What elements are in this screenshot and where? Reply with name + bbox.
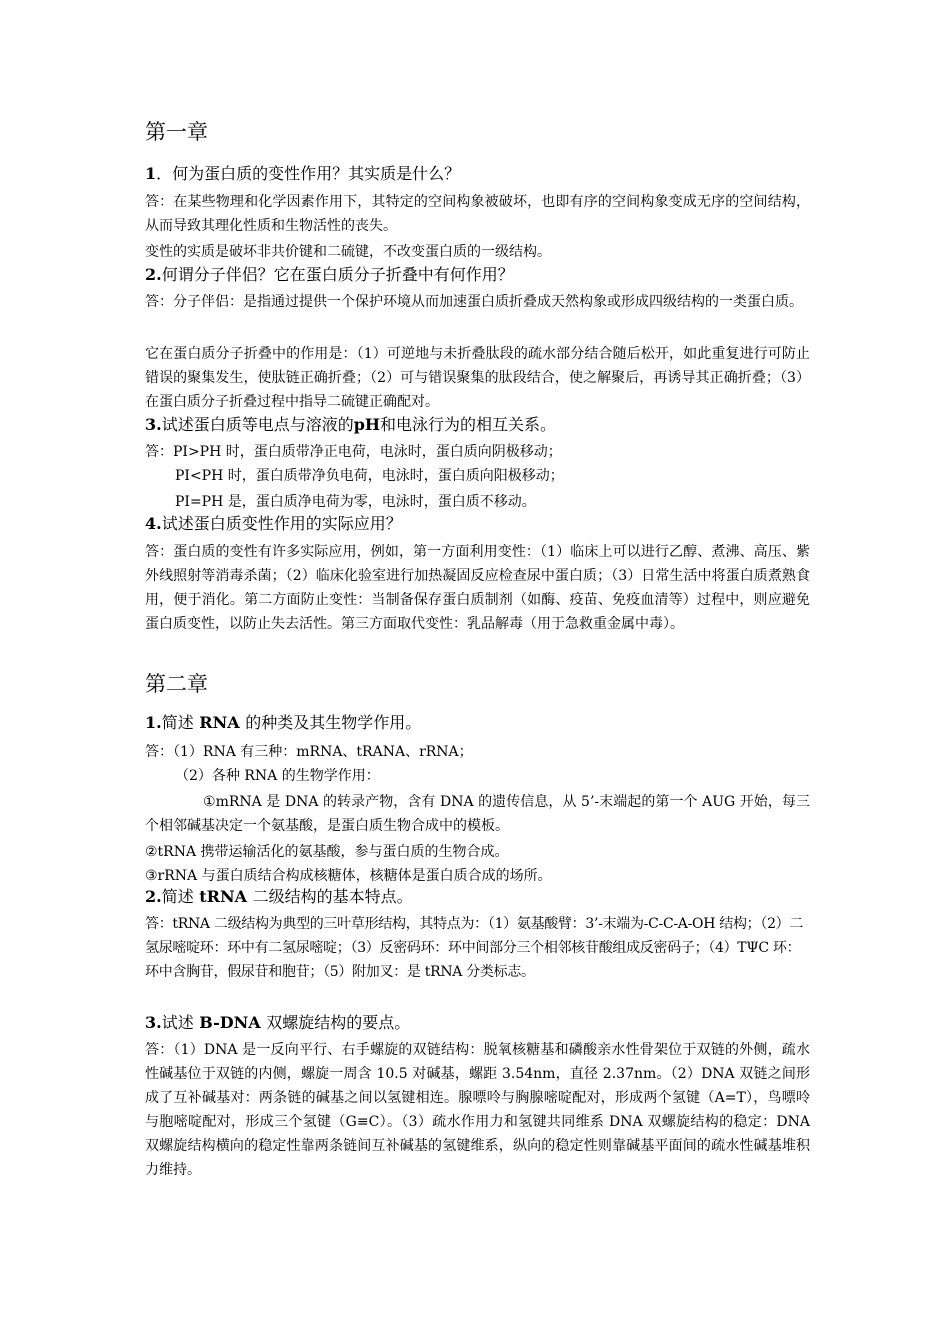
ch2-q1-mrna-note: ①mRNA 是 DNA 的转录产物，含有 DNA 的遗传信息，从 5’-末端起的第一个 AUG 开始，每三个相邻碱基决定一个氨基酸，是蛋白质生物合成中的模板。 [145, 794, 810, 834]
ch2-q1-answer-line-1: 答：（1）RNA 有三种：mRNA、tRANA、rRNA； [145, 744, 473, 760]
ch2-q1-trna-note: ②tRNA 携带运输活化的氨基酸，参与蛋白质的生物合成。 [145, 844, 509, 860]
ch2-q3-answer: 答：（1）DNA 是一反向平行、右手螺旋的双链结构：脱氧核糖基和磷酸亲水性骨架位于双链的外侧，疏水性碱基位于双链的内侧，螺旋一周含 10.5 对碱基，螺距 3.54nm，直径 2.37nm。（2）DNA 双链之间形成了互补碱基对：两条链的碱基之间以氢键相连。腺嘌呤与胸腺嘧啶配对，形成两个氢键（A=T），鸟嘌呤与胞嘧啶配对，形成三个氢键（G≡C）。（3）疏水作用力和氢键共同维系 DNA 双螺旋结构的稳定：DNA 双螺旋结构横向的稳定性靠两条链间互补碱基的氢键维系，纵向的稳定性则靠碱基平面间的疏水性碱基堆积力维持。 [145, 1042, 810, 1178]
chapter-2-title: 第二章 [145, 672, 208, 696]
question-number: 2. [145, 265, 162, 284]
question-text: 简述 [161, 887, 194, 906]
question-number: 1 [145, 164, 157, 183]
ch1-q4-answer: 答：蛋白质的变性有许多实际应用，例如，第一方面利用变性：（1）临床上可以进行乙醇、煮沸、高压、紫外线照射等消毒杀菌；（2）临床化验室进行加热凝固反应检查尿中蛋白质；（3）日常生活中将蛋白质煮熟食用，便于消化。第二方面防止变性：当制备保存蛋白质制剂（如酶、疫苗、免疫血清等）过程中，则应避免蛋白质变性，以防止失去活性。第三方面取代变性：乳品解毒（用于急救重金属中毒）。 [145, 544, 810, 632]
ch1-q2-answer-definition: 答：分子伴侣：是指通过提供一个保护环境从而加速蛋白质折叠成天然构象或形成四级结构的一类蛋白质。 [145, 294, 803, 310]
question-number: 1. [145, 713, 162, 732]
question-text: 试述蛋白质变性作用的实际应用？ [161, 514, 402, 533]
question-text-rest: 二级结构的基本特点。 [252, 887, 413, 906]
question-number: 3. [145, 415, 162, 434]
ch1-question-4 [145, 513, 810, 535]
question-text: 简述 [161, 713, 194, 732]
chapter-1-title: 第一章 [145, 120, 208, 144]
ch1-q3-answer-line-1: 答：PI>PH 时，蛋白质带净正电荷，电泳时，蛋白质向阴极移动； [145, 444, 562, 460]
question-keyword: RNA [193, 713, 246, 732]
question-keyword: tRNA [193, 887, 253, 906]
ch2-question-3 [145, 1012, 810, 1034]
question-number: 4. [145, 514, 162, 533]
question-text: 试述 [161, 1013, 194, 1032]
ch2-q1-rrna-note: ③rRNA 与蛋白质结合构成核糖体，核糖体是蛋白质合成的场所。 [145, 868, 552, 884]
question-text: 何谓分子伴侣？它在蛋白质分子折叠中有何作用？ [161, 265, 514, 284]
ch1-q1-answer-essence: 变性的实质是破坏非共价键和二硫键，不改变蛋白质的一级结构。 [145, 244, 551, 260]
question-number: 3. [145, 1013, 162, 1032]
ch2-question-1 [145, 712, 810, 734]
ch1-question-1 [145, 163, 810, 185]
ch2-question-2 [145, 886, 810, 908]
ch2-q1-answer-line-2: （2）各种 RNA 的生物学作用： [175, 768, 380, 784]
question-text: ．何为蛋白质的变性作用？其实质是什么？ [156, 164, 461, 183]
question-text-rest: 和电泳行为的相互关系。 [380, 415, 557, 434]
ch1-q3-answer-line-2: PI<PH 时，蛋白质带净负电荷，电泳时，蛋白质向阳极移动； [175, 468, 564, 484]
ch1-question-3 [145, 414, 810, 436]
ch1-question-2 [145, 264, 810, 286]
ch2-q2-answer: 答：tRNA 二级结构为典型的三叶草形结构，其特点为：（1）氨基酸臂：3’-末端为-C-C-A-OH 结构；（2）二氢尿嘧啶环：环中有二氢尿嘧啶；（3）反密码环：环中间部分三个相邻核苷酸组成反密码子；（4）TΨC 环：环中含胸苷，假尿苷和胞苷；（5）附加叉：是 tRNA 分类标志。 [145, 916, 804, 980]
ch1-q1-answer: 答：在某些物理和化学因素作用下，其特定的空间构象被破坏，也即有序的空间构象变成无序的空间结构，从而导致其理化性质和生物活性的丧失。 [145, 194, 810, 234]
question-keyword: pH [353, 415, 381, 434]
ch1-q2-answer-function: 它在蛋白质分子折叠中的作用是：（1）可逆地与未折叠肽段的疏水部分结合随后松开，如此重复进行可防止错误的聚集发生，使肽链正确折叠；（2）可与错误聚集的肽段结合，使之解聚后，再诱导其正确折叠；（3）在蛋白质分子折叠过程中指导二硫键正确配对。 [145, 346, 810, 410]
ch1-q3-answer-line-3: PI=PH 是，蛋白质净电荷为零，电泳时，蛋白质不移动。 [175, 494, 536, 510]
question-text-rest: 的种类及其生物学作用。 [245, 713, 422, 732]
question-text: 试述蛋白质等电点与溶液的 [161, 415, 354, 434]
question-text-rest: 双螺旋结构的要点。 [266, 1013, 411, 1032]
question-number: 2. [145, 887, 162, 906]
question-keyword: B-DNA [193, 1013, 267, 1032]
